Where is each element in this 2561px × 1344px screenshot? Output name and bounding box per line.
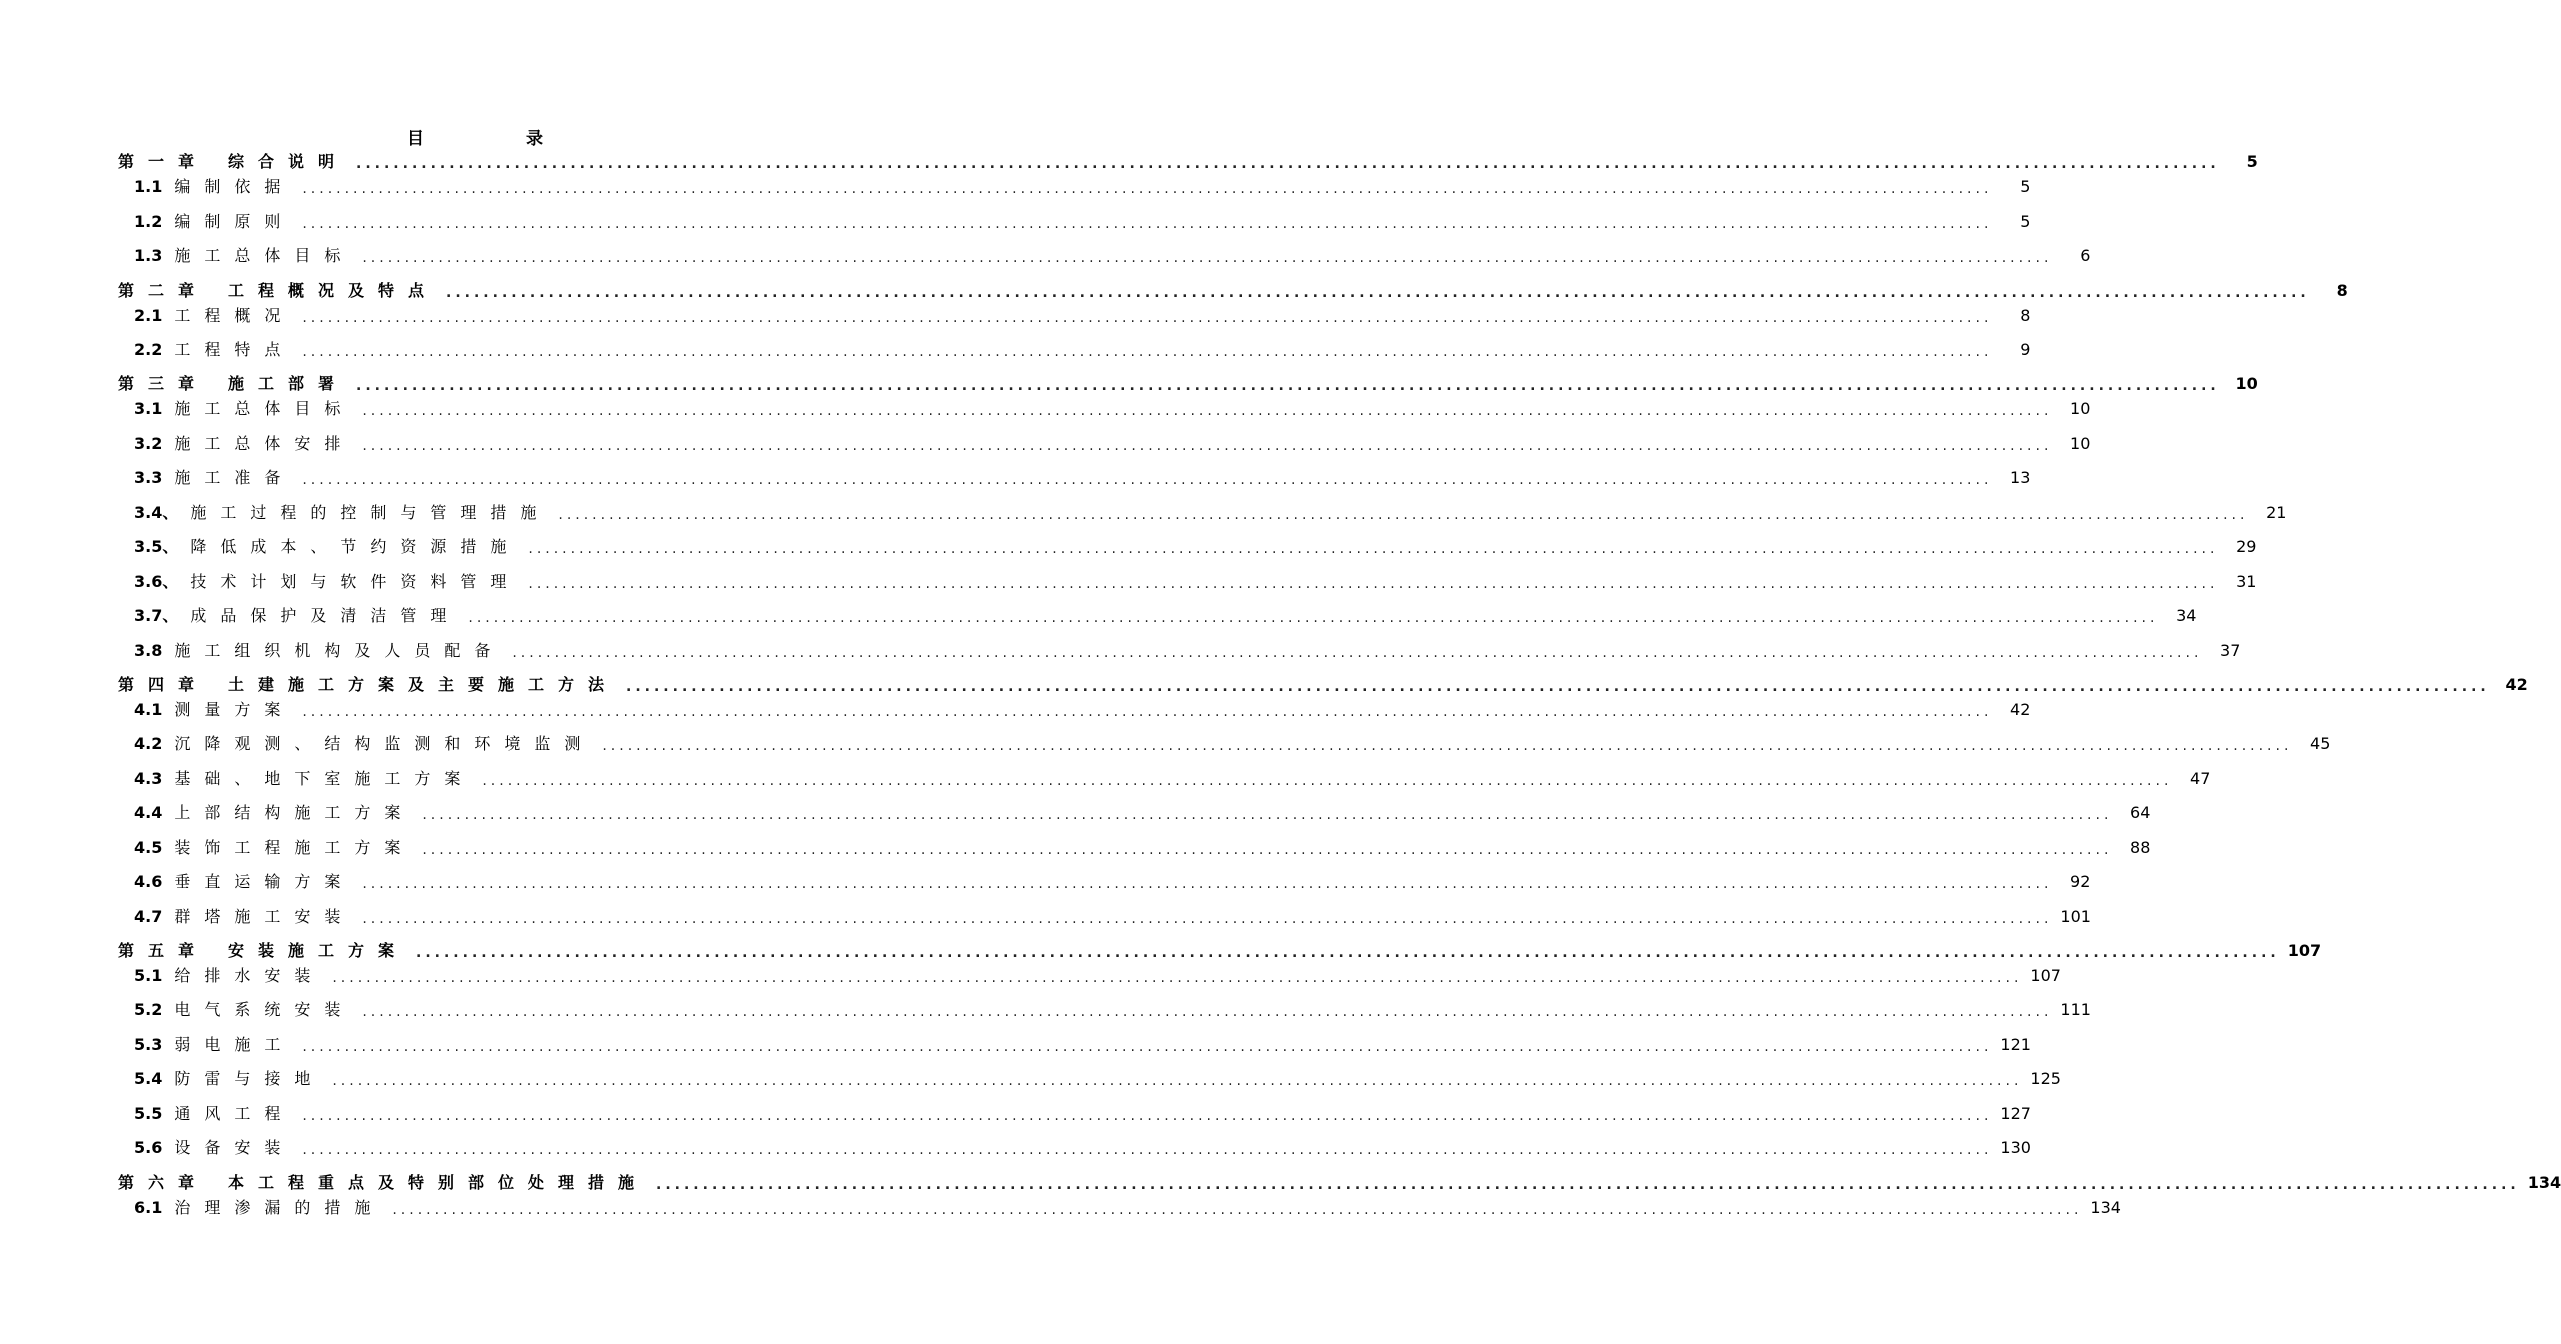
dot-leader: ........................................................................................................................................................................................................ xyxy=(362,250,2053,266)
toc-entry-label: 工程特点 xyxy=(174,340,295,359)
toc-entry-label: 技术计划与软件资料管理 xyxy=(190,572,521,591)
dot-leader: ........................................................................................................................................................................................................ xyxy=(528,576,2219,592)
toc-entry-number: 3.2 xyxy=(134,434,163,453)
toc-entry-label: 装饰工程施工方案 xyxy=(174,838,415,857)
toc-entry-number: 1.2 xyxy=(134,212,163,231)
toc-section-entry[interactable] xyxy=(134,1034,2031,1056)
dot-leader: ........................................................................................................................................................................................................ xyxy=(422,807,2113,823)
toc-chapter-entry[interactable] xyxy=(118,280,2348,302)
toc-entry-label: 综合说明 xyxy=(228,152,349,171)
toc-entry-label: 成品保护及清洁管理 xyxy=(190,606,461,625)
toc-entry-label: 施工总体目标 xyxy=(174,399,355,418)
toc-entry-number: 5.6 xyxy=(134,1138,163,1157)
dot-leader: ........................................................................................................................................................................................................ xyxy=(302,1108,1993,1124)
toc-entry-number: 5.5 xyxy=(134,1104,163,1123)
toc-entry-label: 沉降观测、结构监测和环境监测 xyxy=(174,734,595,753)
toc-entry-page: 31 xyxy=(2236,572,2257,591)
dot-leader: ........................................................................................................................................................................................................ xyxy=(302,1142,1993,1158)
toc-section-entry[interactable] xyxy=(134,871,2091,893)
toc-entry-page: 42 xyxy=(2010,700,2031,719)
toc-entry-page: 5 xyxy=(2020,212,2031,231)
toc-section-entry[interactable] xyxy=(134,699,2031,721)
toc-entry-page: 13 xyxy=(2010,468,2031,487)
toc-section-entry[interactable] xyxy=(134,906,2091,928)
toc-entry-number: 4.4 xyxy=(134,803,163,822)
toc-entry-page: 10 xyxy=(2070,434,2091,453)
dot-leader: ........................................................................................................................................................................................................ xyxy=(356,378,2220,394)
toc-section-entry[interactable] xyxy=(134,211,2031,233)
toc-section-entry[interactable] xyxy=(134,802,2151,824)
toc-section-entry[interactable] xyxy=(134,999,2091,1021)
dot-leader: ........................................................................................................................................................................................................ xyxy=(512,645,2203,661)
toc-entry-page: 92 xyxy=(2070,872,2091,891)
toc-entry-label: 工程概况及特点 xyxy=(228,281,439,300)
toc-entry-label: 施工总体目标 xyxy=(174,246,355,265)
toc-chapter-entry[interactable] xyxy=(118,373,2258,395)
toc-entry-page: 107 xyxy=(2287,941,2322,960)
toc-section-entry[interactable] xyxy=(134,245,2091,267)
toc-entry-label: 编制原则 xyxy=(174,212,295,231)
dot-leader: ........................................................................................................................................................................................................ xyxy=(446,285,2310,301)
toc-section-entry[interactable] xyxy=(134,640,2241,662)
toc-entry-page: 8 xyxy=(2020,306,2031,325)
toc-entry-number: 4.3 xyxy=(134,769,163,788)
toc-chapter-entry[interactable] xyxy=(118,151,2258,173)
toc-entry-number: 4.1 xyxy=(134,700,163,719)
dot-leader: ........................................................................................................................................................................................................ xyxy=(528,541,2219,557)
toc-entry-number: 第二章 xyxy=(118,281,209,300)
toc-entry-label: 电气系统安装 xyxy=(174,1000,355,1019)
toc-entry-label: 安装施工方案 xyxy=(228,941,409,960)
toc-section-entry[interactable] xyxy=(134,1103,2031,1125)
toc-section-entry[interactable] xyxy=(134,502,2287,524)
toc-section-entry[interactable] xyxy=(134,733,2331,755)
toc-section-entry[interactable] xyxy=(134,398,2091,420)
toc-entry-number: 5.1 xyxy=(134,966,163,985)
toc-entry-number: 2.2 xyxy=(134,340,163,359)
toc-entry-label: 治理渗漏的措施 xyxy=(174,1198,385,1217)
toc-section-entry[interactable] xyxy=(134,176,2031,198)
dot-leader: ........................................................................................................................................................................................................ xyxy=(656,1177,2520,1193)
toc-entry-page: 29 xyxy=(2236,537,2257,556)
dot-leader: ........................................................................................................................................................................................................ xyxy=(302,344,1993,360)
toc-entry-label: 施工准备 xyxy=(174,468,295,487)
dot-leader: ........................................................................................................................................................................................................ xyxy=(362,876,2053,892)
toc-entry-number: 第四章 xyxy=(118,675,209,694)
dot-leader: ........................................................................................................................................................................................................ xyxy=(332,1073,2023,1089)
toc-chapter-entry[interactable] xyxy=(118,1172,2561,1194)
toc-entry-page: 42 xyxy=(2505,675,2528,694)
toc-entry-page: 45 xyxy=(2310,734,2331,753)
toc-section-entry[interactable] xyxy=(134,1197,2121,1219)
toc-entry-page: 10 xyxy=(2070,399,2091,418)
toc-entry-number: 3.1 xyxy=(134,399,163,418)
toc-entry-page: 47 xyxy=(2190,769,2211,788)
toc-entry-number: 第六章 xyxy=(118,1173,209,1192)
toc-title: 目 录 xyxy=(407,129,591,149)
toc-entry-label: 工程概况 xyxy=(174,306,295,325)
toc-entry-number: 5.2 xyxy=(134,1000,163,1019)
toc-entry-label: 本工程重点及特别部位处理措施 xyxy=(228,1173,649,1192)
toc-entry-page: 134 xyxy=(2090,1198,2121,1217)
toc-entry-number: 3.3 xyxy=(134,468,163,487)
toc-entry-label: 通风工程 xyxy=(174,1104,295,1123)
toc-entry-number: 3.8 xyxy=(134,641,163,660)
toc-entry-number: 4.5 xyxy=(134,838,163,857)
toc-entry-page: 111 xyxy=(2060,1000,2091,1019)
toc-entry-page: 37 xyxy=(2220,641,2241,660)
dot-leader: ........................................................................................................................................................................................................ xyxy=(302,472,1993,488)
dot-leader: ........................................................................................................................................................................................................ xyxy=(362,403,2053,419)
toc-entry-number: 4.7 xyxy=(134,907,163,926)
dot-leader: ........................................................................................................................................................................................................ xyxy=(602,738,2293,754)
toc-entry-label: 群塔施工安装 xyxy=(174,907,355,926)
toc-entry-page: 125 xyxy=(2030,1069,2061,1088)
toc-entry-page: 134 xyxy=(2527,1173,2561,1192)
toc-entry-page: 121 xyxy=(2000,1035,2031,1054)
dot-leader: ........................................................................................................................................................................................................ xyxy=(302,704,1993,720)
dot-leader: ........................................................................................................................................................................................................ xyxy=(332,970,2023,986)
toc-entry-number: 6.1 xyxy=(134,1198,163,1217)
toc-entry-number: 第一章 xyxy=(118,152,209,171)
toc-entry-page: 88 xyxy=(2130,838,2151,857)
toc-entry-page: 5 xyxy=(2020,177,2031,196)
toc-entry-page: 101 xyxy=(2060,907,2091,926)
toc-entry-label: 垂直运输方案 xyxy=(174,872,355,891)
dot-leader: ........................................................................................................................................................................................................ xyxy=(302,1039,1993,1055)
toc-entry-label: 弱电施工 xyxy=(174,1035,295,1054)
toc-entry-page: 10 xyxy=(2235,374,2258,393)
toc-entry-page: 5 xyxy=(2246,152,2258,171)
toc-entry-page: 130 xyxy=(2000,1138,2031,1157)
toc-section-entry[interactable] xyxy=(134,1068,2061,1090)
toc-entry-label: 给排水安装 xyxy=(174,966,325,985)
toc-entry-number: 2.1 xyxy=(134,306,163,325)
dot-leader: ........................................................................................................................................................................................................ xyxy=(362,438,2053,454)
toc-entry-label: 降低成本、节约资源措施 xyxy=(190,537,521,556)
dot-leader: ........................................................................................................................................................................................................ xyxy=(302,181,1993,197)
toc-entry-label: 施工过程的控制与管理措施 xyxy=(190,503,551,522)
toc-entry-page: 107 xyxy=(2030,966,2061,985)
dot-leader: ........................................................................................................................................................................................................ xyxy=(482,773,2173,789)
toc-entry-number: 3.6、 xyxy=(134,572,179,591)
toc-entry-number: 第三章 xyxy=(118,374,209,393)
toc-entry-label: 基础、地下室施工方案 xyxy=(174,769,475,788)
toc-section-entry[interactable] xyxy=(134,571,2257,593)
toc-section-entry[interactable] xyxy=(134,837,2151,859)
toc-entry-number: 5.4 xyxy=(134,1069,163,1088)
toc-entry-label: 设备安装 xyxy=(174,1138,295,1157)
toc-section-entry[interactable] xyxy=(134,305,2031,327)
toc-entry-number: 5.3 xyxy=(134,1035,163,1054)
toc-entry-label: 施工部署 xyxy=(228,374,349,393)
toc-entry-page: 127 xyxy=(2000,1104,2031,1123)
dot-leader: ........................................................................................................................................................................................................ xyxy=(362,1004,2053,1020)
toc-entry-number: 1.3 xyxy=(134,246,163,265)
toc-entry-label: 防雷与接地 xyxy=(174,1069,325,1088)
dot-leader: ........................................................................................................................................................................................................ xyxy=(422,842,2113,858)
toc-entry-label: 土建施工方案及主要施工方法 xyxy=(228,675,619,694)
toc-entry-number: 3.5、 xyxy=(134,537,179,556)
toc-section-entry[interactable] xyxy=(134,433,2091,455)
dot-leader: ........................................................................................................................................................................................................ xyxy=(362,911,2053,927)
toc-section-entry[interactable] xyxy=(134,536,2257,558)
toc-entry-label: 上部结构施工方案 xyxy=(174,803,415,822)
toc-section-entry[interactable] xyxy=(134,1137,2031,1159)
toc-entry-page: 9 xyxy=(2020,340,2031,359)
toc-chapter-entry[interactable] xyxy=(118,674,2528,696)
toc-section-entry[interactable] xyxy=(134,965,2061,987)
toc-entry-number: 4.6 xyxy=(134,872,163,891)
toc-section-entry[interactable] xyxy=(134,339,2031,361)
toc-entry-number: 第五章 xyxy=(118,941,209,960)
dot-leader: ........................................................................................................................................................................................................ xyxy=(302,310,1993,326)
toc-entry-page: 21 xyxy=(2266,503,2287,522)
toc-entry-page: 6 xyxy=(2080,246,2091,265)
dot-leader: ........................................................................................................................................................................................................ xyxy=(392,1202,2083,1218)
dot-leader: ........................................................................................................................................................................................................ xyxy=(302,216,1993,232)
dot-leader: ........................................................................................................................................................................................................ xyxy=(416,945,2280,961)
toc-entry-label: 施工组织机构及人员配备 xyxy=(174,641,505,660)
toc-entry-number: 4.2 xyxy=(134,734,163,753)
dot-leader: ........................................................................................................................................................................................................ xyxy=(558,507,2249,523)
dot-leader: ........................................................................................................................................................................................................ xyxy=(468,610,2159,626)
toc-entry-number: 3.4、 xyxy=(134,503,179,522)
toc-section-entry[interactable] xyxy=(134,768,2211,790)
toc-section-entry[interactable] xyxy=(134,605,2197,627)
toc-entry-number: 1.1 xyxy=(134,177,163,196)
toc-entry-page: 64 xyxy=(2130,803,2151,822)
dot-leader: ........................................................................................................................................................................................................ xyxy=(626,679,2490,695)
toc-entry-page: 34 xyxy=(2176,606,2197,625)
toc-entry-page: 8 xyxy=(2336,281,2348,300)
dot-leader: ........................................................................................................................................................................................................ xyxy=(356,156,2220,172)
toc-entry-label: 施工总体安排 xyxy=(174,434,355,453)
toc-entry-label: 测量方案 xyxy=(174,700,295,719)
toc-section-entry[interactable] xyxy=(134,467,2031,489)
toc-entry-label: 编制依据 xyxy=(174,177,295,196)
toc-chapter-entry[interactable] xyxy=(118,940,2322,962)
toc-entry-number: 3.7、 xyxy=(134,606,179,625)
